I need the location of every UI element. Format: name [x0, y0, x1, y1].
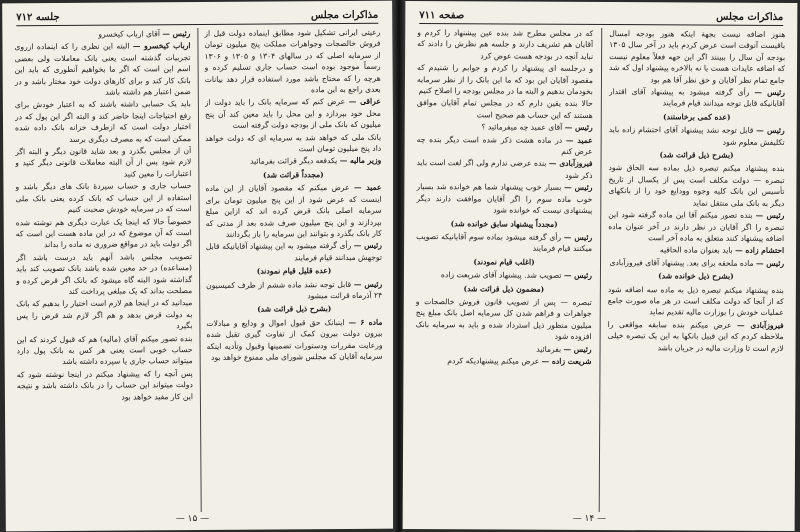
paragraph [14, 28, 190, 41]
paragraph [416, 269, 592, 281]
speaker-name: رئیس — [563, 270, 592, 281]
paragraph-text: که در مجلس مطرح شد بنده عین پیشنهاد را کردم و آقایان هم تشریف دارند و جلسه هم نظرش را دادند که نباید آنچه در بودجه هست عوض کرد [417, 28, 594, 61]
stage-note: (مجدداً پیشنهاد سابق خوانده شد) [450, 218, 558, 229]
right-header-session: صفحه ۷۱۱ [419, 10, 465, 22]
paragraph-text: آقای عمید چه میفرمائید ؟ [481, 122, 563, 133]
right-page-left-column [415, 27, 594, 512]
paragraph-text: تبصره — پس از تصویب قانون فروش خالصجات و جواهرات و فراهم شدن کل سرمایه اصل بانک مبلغ پنج میلیون منظور ذیل استرداد شده و باید به سرمایه بانک افزوده شود [415, 296, 592, 342]
paragraph-text: یکدفعه دیگر قرائت بفرمائید [250, 156, 338, 167]
speaker-name: احتشام زاده — [735, 246, 785, 256]
speaker-name: رئیس — [162, 29, 191, 39]
paragraph-text: بسیار خوب پیشنهاد شما هم خوانده شد بسیار خوب ماده سوم را اگر آقایان موافقت دارند دیگر پیشنهادی نیست که خوانده شود [416, 182, 593, 216]
speaker-name: رئیس — [755, 210, 785, 221]
paragraph [15, 180, 191, 215]
paragraph [609, 28, 785, 86]
paragraph [417, 62, 593, 97]
paragraph [609, 124, 785, 148]
paragraph [608, 163, 784, 210]
speaker-name: ارباب کیخسرو — [132, 41, 191, 51]
paragraph [416, 343, 592, 355]
paragraph [416, 158, 592, 182]
speaker-name: ماده ۶ — [348, 317, 383, 327]
paragraph-text: حساب جاری و حساب سپردهٔ بانک های دیگر باشد و استفاده از این حساب که بانک کرده یعنی بانک ملی است که در سرمایه خودش صحبت کنیم [15, 181, 192, 215]
paragraph [204, 27, 380, 97]
right-header-title: مذاکرات مجلس [716, 11, 784, 23]
paragraph-text: عرض میکنم بنده سابقه مواقعی را ملاحظه کردم که این قبیل بانکها به این یک تبصره خیلی لازم است تا وزارت مالیه در جریان باشد [607, 319, 784, 353]
paragraph-text: میدانید که در اینجا هم لازم است اختیار را بدهیم که بانک به دولت قرض بدهد و هم اگر لازم شد قرض را پس بگیرد [16, 298, 193, 331]
left-header-title: مذاکرات مجلس [310, 9, 379, 22]
paragraph-text: بنده تصور میکنم آقای (مالیه) هم که قبول کردند که این حساب خوبی است یعنی هر کس به بانک پول دارد میتواند حساب جاری یا سپرده داشته باشد [16, 333, 193, 367]
stage-note: (بشرح ذیل قرائت شد) [659, 150, 734, 160]
paragraph [417, 134, 593, 158]
right-page-columns [415, 27, 786, 513]
paragraph-text: قابل توجه نشد پیشنهاد آقای احتشام زاده باید تکلیفش معلوم شود [608, 125, 785, 147]
paragraph [609, 86, 785, 110]
speaker-name: رئیس — [353, 241, 382, 251]
right-page [403, 1, 798, 531]
paragraph [608, 244, 784, 256]
stage-note: (اغلب قیام نمودند) [473, 257, 535, 267]
left-page-columns [14, 27, 383, 514]
paragraph [205, 155, 381, 168]
paragraph-text: عرض میکنم که مقصود آقایان از این ماده اینست که عرض شود از این پنج میلیون تومان برای سرمایه اصلی بانک قرض کرده اند که ازاین مبلغ بپردازند و این پنج میلیون صرف شده بعد از مدتی که کار بانک بگذرد و بتوانند این سرمایه را باز بگردانند [205, 183, 382, 239]
paragraph [16, 216, 192, 251]
paragraph [205, 96, 381, 131]
left-header-session: جلسه ۷۱۲ [16, 11, 60, 24]
paragraph [17, 368, 193, 403]
speaker-name: رئیس — [754, 87, 785, 97]
paragraph [608, 319, 784, 354]
right-page-right-column [607, 28, 786, 513]
paragraph [417, 27, 593, 62]
paragraph [16, 333, 192, 368]
left-page [2, 1, 396, 532]
paragraph-text: هنوز اضافه نیست بجهة اینکه هنوز بودجه امسال باقیست آنوقت است عرض کردم باید در آخر سال ۱۳۰۵ بودجه آن سال را ببینند اگر این جهه فعلاً معلوم نیست که اضافه عایدات هست یا نه بالاخره پیشنهاد اول که شد جامع تمام نظر آقایان و حق نظر آقا هم بود [609, 29, 786, 85]
paragraph [415, 355, 591, 367]
paragraph-text: بنده پیشنهاد میکنم تبصره ذیل به ماده سه اضافه شود که از آنجا که دولت مکلف است در هر ماه صورت جامع عملیات خودش را بوزارت مالیه تقدیم نماید [607, 284, 784, 318]
paragraph-text: آقای ارباب کیخسرو [98, 29, 160, 39]
paragraph [16, 251, 192, 298]
paragraph-text: بنده عرضی ندارم ولی اگر لغت است باید ذکر شود [416, 158, 593, 180]
paragraph-text: خصوصاً حالا که اینجا یک عبارت دیگری هم نوشته شده است که آن موضوع که در این ماده هست این است که اگر دولت باید در مواقع ضروری نه ماده را بداند [15, 216, 192, 250]
speaker-name: عراقی — [348, 97, 381, 107]
paragraph-text: قابل توجه نشد ماده ششم از طرف کمیسیون ۲۴ آذرماه قرائت میشود [206, 279, 383, 301]
paragraph-text: در ماده هشت ذکر شده است دیگر بنده چه عرض کنم [416, 134, 593, 157]
paragraph-text: تصویب شد. پیشنهاد آقای شریعت زاده [440, 270, 562, 280]
paragraph [206, 316, 382, 363]
paragraph-text: بنده پیشنهاد میکنم تبصره ذیل بماده سه الحاق شود تبصره — دولت مکلف است پس از یکسال از تاریخ تأسیس این بانک کلیه وجوه وودایع خود را از بانکهای دیگر به بانک ملی منتقل نماید [608, 163, 785, 208]
paragraph-text: رأی گرفته میشود بماده سوم آقایانیکه تصویب میکنند قیام فرمایند [416, 231, 593, 254]
paragraph [205, 182, 381, 240]
paragraph-text: حالا بنده یقین دارم که در مجلس تمام آقایان موافق هستند که این حساب هم صحیح است [416, 98, 593, 120]
left-page-left-column [14, 28, 193, 513]
paragraph-text: آن از مجلس بگذرد و بعد شاید قانون دیگر و البته اگر لازم شود پس از آن البته معاملات قانونی دیگر کنید و اعتبارات را معین کنید [15, 146, 192, 179]
paragraph-text: پس آنچه را که پیشنهاد میکنم در اینجا نوشته شود که دولت میتواند این حساب را در بانک داشته باشد و نتیجه این کار مفید خواهد بود [16, 368, 193, 402]
paragraph-text: اینبانک حق قبول اموال و ودایع و مبادلات بیرون دولت بیرون کمک از تفاوت گیری تقبل شده ورعایت مقررات ودستورات تضمینها وقبول وتأدیه اینکه سرمایه آقایان که مجلس شورای ملی ممنوع خواهد بود [206, 317, 383, 362]
speaker-name: عمید — [565, 135, 593, 145]
stage-note: (عده کمی برخاستند) [662, 112, 731, 122]
paragraph-text: بانک ملی که خواهد شد به سرمایه ای که دولت خواهد داد پنج میلیون تومان است [205, 132, 382, 154]
speaker-name: رئیس — [564, 123, 593, 133]
paragraph [16, 297, 192, 332]
paragraph [417, 121, 593, 133]
stage-note: (بشرح ذیل خوانده شد) [658, 271, 734, 281]
paragraph-text: باید بعنوان ماده الحاقیه [659, 245, 733, 256]
right-column-divider [599, 28, 603, 512]
paragraph-text: رأی گرفته میشود به پیشنهاد آقای اقتدار آقایانیکه قابل توجه میدانند قیام فرمایند [608, 87, 785, 109]
paragraph [206, 240, 382, 264]
speaker-name: رئیس — [756, 126, 785, 136]
paragraph-text: بفرمائید [536, 344, 562, 354]
paragraph [417, 97, 593, 121]
right-page-number: — ۱۴ — [572, 513, 607, 525]
left-page-right-column [204, 27, 383, 512]
paragraph-text: و درجلسه ای پیشنهاد را کردم و جوابم را شنیدم که مقصود آقایان این بود که ما این بانک را از نظر سرمایه بخودمان بدهیم و البته ما در مجلس بودجه را اصلاح کنیم [416, 63, 594, 96]
left-column-divider [197, 28, 201, 512]
left-page-number: — ۱۵ — [175, 513, 210, 525]
speaker-name: رئیس — [353, 279, 383, 289]
speaker-name: شریعت زاده — [541, 356, 592, 366]
paragraph [15, 98, 191, 145]
paragraph [416, 181, 592, 216]
paragraph-text: رأی گرفته میشود به این پیشنهاد آقایانیکه قابل توجهش میدانند قیام فرمایند [205, 241, 382, 263]
paragraph-text: تصویب مجلس باشد آنهم باید درست باشد اگر (مساعده) در حد معین شده باشد بانک تصویب کند باید گذاشته شود البته گاه میشود که بانک اگر قرض کرده و مصلحت بداند که یک مبلغی پرداخت کند [15, 251, 193, 296]
speaker-name: فیروزآبادی — [548, 159, 593, 169]
paragraph [608, 257, 784, 269]
paragraph-text: ماده ملحقه برای بعد. پیشنهاد آقای فیروزآبادی [609, 257, 754, 268]
paragraph-text: البته این نظری را که اینماده ازروی تجربیات گذشته است یعنی بانک معاملات ولی بعضی اسم این است که اگر ما بخواهیم آنطوری که باید این بانک کار کند و برای کارهای دولت خود مختار باشد و در ضمن اعتبار هم داشته باشد [14, 41, 191, 97]
paragraph [416, 231, 592, 255]
paragraph-text: باید یک حسابی داشته باشند که به اعتبار خودش برای رفع احتیاجات اینجا حاضر کند و البته اگر این پول که در اختیار دولت است که ازطرف خزانه بانک داده شده ممکن است که به مصرف دیگری برسد [14, 99, 192, 144]
paragraph [608, 284, 784, 319]
speaker-name: وزیر مالیه — [339, 156, 382, 166]
speaker-name: فیروزآبادی — [737, 320, 784, 330]
speaker-name: رئیس — [564, 183, 593, 193]
paragraph [608, 209, 784, 244]
stage-note: (بشرح ذیل قرائت شد) [257, 304, 332, 314]
paragraph-text: عرض کنم که سرمایه بانک را باید دولت از محل خود بپردازد و این محل را باید معین کند آن پنج میلیون که بانک ملی از بودجه دولت گرفته است [204, 97, 382, 131]
stage-note: (عده قلیل قیام نمودند) [256, 266, 332, 276]
speaker-name: عمید — [353, 183, 382, 193]
speaker-name: رئیس — [563, 232, 593, 242]
paragraph [14, 40, 190, 98]
stage-note: (مجدداً قرائت شد) [262, 170, 324, 180]
paragraph [15, 145, 191, 180]
paragraph-text: بنده تصور میکنم آقا این ماده گرفته شود این تبصره را اگر آقایان در نظر دارند در آخر عنوان ماده اضافه پیشنهاد کنند متعلق به ماده آخر است [608, 210, 785, 243]
speaker-name: رئیس — [755, 258, 785, 268]
speaker-name: رئیس — [563, 344, 592, 354]
paragraph [416, 296, 592, 343]
paragraph-text: رعیتی ایرانی تشکیل شود مطابق اینماده دولت قبل از فروش خالصجات وجواهرات مملکت پنج میلیون تومان از سرمایه اصلی که در سالهای ۱۳۰۴ و ۱۳۰۵ و ۱۳۰۶ رسماً موجود بوده است حساب جاری تسلیم کرده و هرچه را که محتاج باشد مورد استفاده قرار دهد بیانات بعدی راجع به این ماده [204, 27, 381, 95]
paragraph [205, 131, 381, 155]
paragraph [206, 278, 382, 302]
paragraph-text: عرض میکنم پیشنهادیکه کردم [447, 356, 540, 366]
stage-note: (مضمون ذیل قرائت شد) [463, 283, 545, 294]
